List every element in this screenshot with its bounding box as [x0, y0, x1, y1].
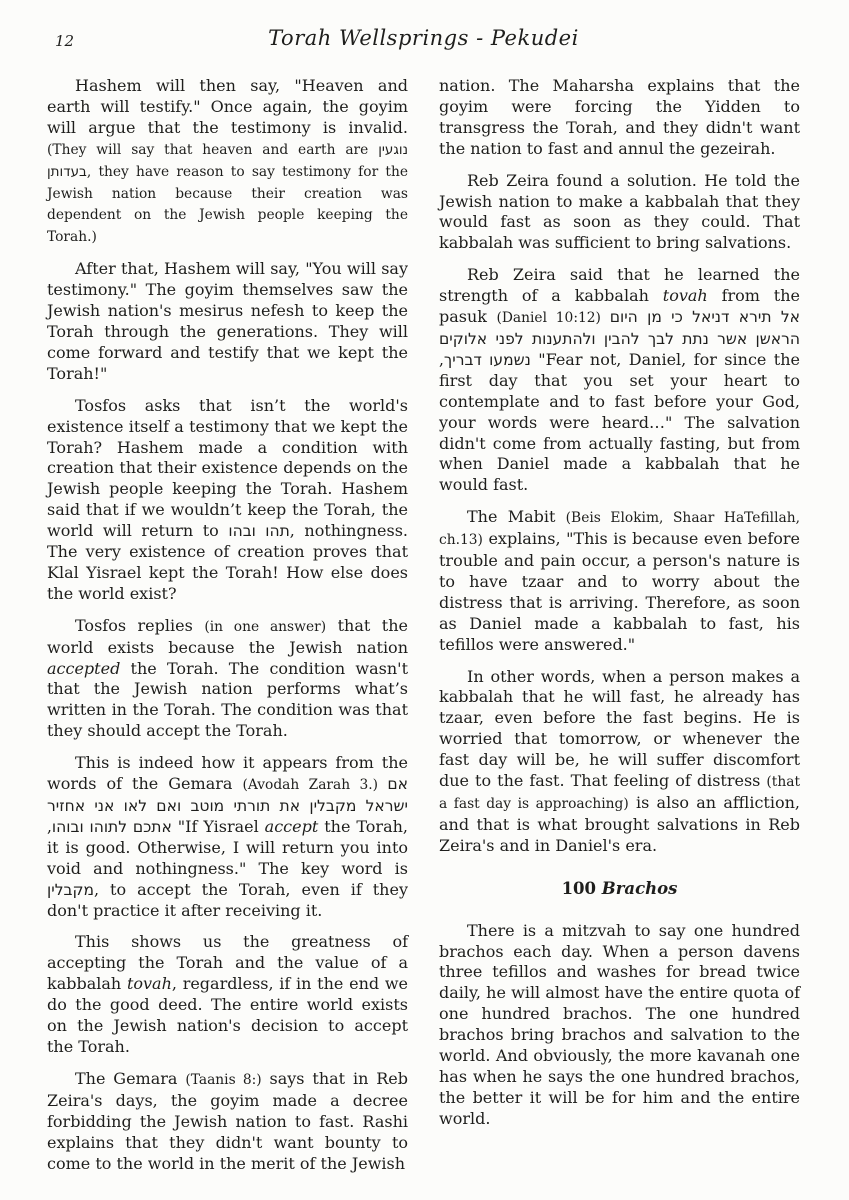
text-run: 100: [561, 878, 602, 898]
page-header: [47, 26, 800, 56]
paragraph: [47, 753, 408, 921]
paragraph: [47, 76, 408, 248]
text-run: "Fear not, Daniel, for since the first day that you set your heart to contemplate and to fast before your God, your words were heard…" The salvation didn't come from actually fasting, but from when Daniel made a kabbalah that he would fast.: [439, 349, 801, 495]
paragraph: [439, 265, 800, 496]
text-run: Reb Zeira found a solution. He told the Jewish nation to make a kabbalah that they would fast as soon as they could. That kabbalah was sufficient to bring salvations.: [439, 170, 800, 253]
hebrew-text-run: תהו ובהו: [228, 522, 290, 541]
hebrew-text-run: מקבלין: [47, 880, 94, 899]
text-run: (They will say that heaven and earth are: [47, 141, 379, 158]
text-run: (that a fast day is approaching): [439, 774, 800, 812]
text-run: The Mabit: [467, 507, 566, 527]
text-columns: [47, 76, 800, 1185]
text-run: , they have reason to say testimony for the Jewish nation because their creation was dependent on the Jewish people keeping the Torah.): [47, 163, 408, 246]
text-run: Tosfos asks that isn’t the world's existence itself a testimony that we kept the Torah? Hashem made a condition with creation that their existence depends on the Jewish people keeping the Torah. Hashem said that if we wouldn’t keep the Torah, the world will return to: [47, 395, 408, 541]
right-column: [439, 76, 800, 1185]
text-run: In other words, when a person makes a kabbalah that he will fast, he already has tzaar, even before the fast begins. He is worried that tomorrow, or whenever the fast day will be, he will suffer discomfort due to the fast. That feeling of distress: [439, 666, 800, 791]
paragraph: [47, 932, 408, 1057]
text-run: (Beis Elokim, Shaar HaTefillah, ch.13): [439, 510, 800, 549]
text-run: (in one answer): [204, 618, 327, 635]
text-run: (Taanis 8:): [185, 1071, 262, 1088]
text-run: Hashem will then say, "Heaven and earth will testify." Once again, the goyim will argue that the testimony is invalid.: [47, 76, 408, 137]
paragraph: [439, 667, 800, 857]
left-column: [47, 76, 408, 1185]
paragraph: [47, 616, 408, 742]
paragraph: [47, 259, 408, 384]
paragraph: [47, 1069, 408, 1175]
paragraph: [439, 921, 800, 1130]
text-run: Brachos: [601, 878, 678, 898]
text-run: After that, Hashem will say, "You will say testimony." The goyim themselves saw the Jewish nation's mesirus nefesh to keep the Torah through the generations. They will come forward and testify that we kept the Torah!": [47, 259, 408, 383]
hebrew-text-run: נוגעין בעדותן: [47, 141, 408, 180]
text-run: accepted: [47, 658, 121, 678]
text-run: Tosfos replies: [75, 615, 205, 635]
text-run: says that in Reb Zeira's days, the goyim made a decree forbidding the Jewish nation to fast. Rashi explains that they didn't want bounty to come to the world in the merit of the Jewish: [47, 1068, 408, 1173]
hebrew-text-run: אם ישראל מקבלין את תורתי מוטב ואם לאו אני אחזיר אתכם לתוהו ובוהו,: [47, 775, 408, 836]
text-run: , to accept the Torah, even if they don't practice it after receiving it.: [47, 879, 408, 920]
text-run: This shows us the greatness of accepting the Torah and the value of a kabbalah: [47, 932, 408, 994]
text-run: "If Yisrael: [171, 816, 265, 836]
paragraph: [439, 507, 800, 655]
text-run: the Torah, it is good. Otherwise, I will return you into void and nothingness." The key word is: [47, 816, 409, 878]
paragraph: [439, 76, 800, 160]
section-heading: [439, 879, 800, 900]
text-run: tovah: [662, 286, 708, 306]
text-run: , nothingness. The very existence of creation proves that Klal Yisrael kept the Torah! How else does the world exist?: [47, 521, 409, 603]
text-run: There is a mitzvah to say one hundred brachos each day. When a person davens three tefillos and washes for bread twice daily, he will almost have the entire quota of one hundred brachos. The one hundred brachos bring brachos and salvation to the world. And obviously, the more kavanah one has when he says the one hundred brachos, the better it will be for him and the entire world.: [439, 920, 800, 1128]
text-run: tovah: [126, 974, 172, 994]
paragraph: [439, 171, 800, 255]
page-number: 12: [55, 32, 75, 50]
text-run: accept: [264, 816, 319, 836]
text-run: Reb Zeira said that he learned the strength of a kabbalah: [439, 265, 800, 306]
text-run: (Avodah Zarah 3.): [242, 777, 388, 794]
hebrew-text-run: אל תירא דניאל כי מן היום הראשן אשר נתת לבך להבין ולהתענות לפני אלוקים נשמעו דבריך,: [439, 308, 801, 369]
text-run: This is indeed how it appears from the words of the Gemara: [47, 753, 408, 794]
text-run: is also an affliction, and that is what brought salvations in Reb Zeira's and in Daniel's era.: [439, 793, 800, 855]
text-run: the Torah. The condition wasn't that the Jewish nation performs what’s written in the Torah. The condition was that they should accept the Torah.: [47, 658, 408, 741]
text-run: (Daniel 10:12): [496, 310, 610, 327]
text-run: that the world exists because the Jewish nation: [47, 615, 408, 657]
text-run: , regardless, if in the end we do the good deed. The entire world exists on the Jewish nation's decision to accept the Torah.: [47, 974, 408, 1056]
page-title: Torah Wellsprings - Pekudei: [268, 26, 579, 50]
paragraph: [47, 396, 408, 605]
text-run: explains, "This is because even before trouble and pain occur, a person's nature is to have tzaar and to worry about the distress that is arriving. Therefore, as soon as Daniel made a kabbalah to fast, his tefillos were answered.": [439, 529, 800, 654]
text-run: nation. The Maharsha explains that the goyim were forcing the Yidden to transgress the Torah, and they didn't want the nation to fast and annul the gezeirah.: [439, 76, 800, 158]
text-run: from the pasuk: [439, 286, 800, 327]
text-run: The Gemara: [75, 1068, 186, 1088]
